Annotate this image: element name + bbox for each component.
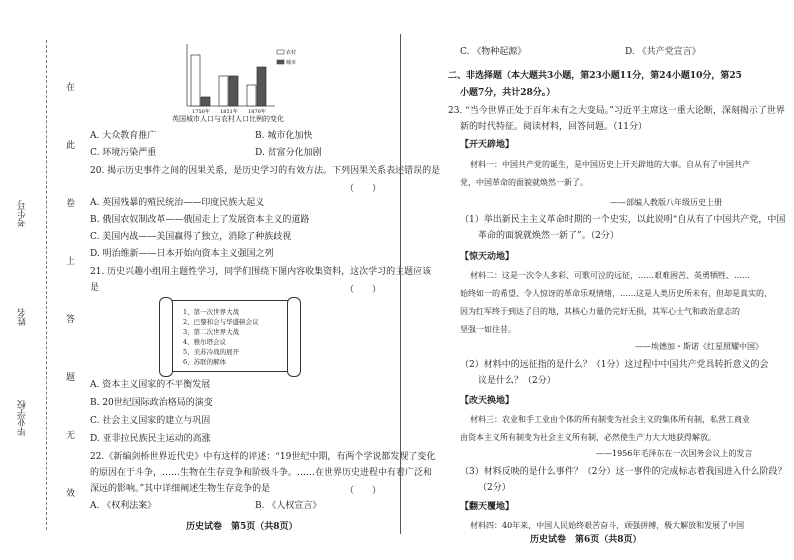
legend-swatch-urban	[277, 60, 284, 64]
chart-x-tick: 1870年	[248, 109, 266, 115]
material-text: 由资本主义所有制变为社会主义所有制，必然使生产力大大地获得解放。	[460, 433, 716, 442]
option: A. 《权利法案》	[90, 501, 157, 511]
chart-bar	[229, 76, 238, 106]
option: B. 俄国农奴制改革——俄国走上了发展资本主义的道路	[90, 215, 310, 225]
material-text: 材料四：40年来，中国人民始终艰苦奋斗，顽强拼搏，极大解放和发展了中国	[470, 521, 745, 530]
seal-char: 上	[66, 257, 76, 267]
option: D. 《共产党宣言》	[625, 47, 701, 57]
material-text: 材料三：农业和手工业由个体的所有制变为社会主义的集体所有制，私营工商业	[470, 415, 750, 424]
seal-char: 无	[66, 431, 76, 441]
field-label: 考生号	[18, 200, 28, 227]
material-source: ——部编人教版八年级历史上册	[610, 198, 722, 207]
section-tag: 【改天换地】	[460, 396, 515, 406]
material-source: ——1956年毛泽东在一次国务会议上的发言	[596, 449, 753, 458]
field-label: 毕业学校	[18, 400, 28, 436]
seal-char: 卷	[66, 199, 76, 209]
option: C. 社会主义国家的建立与巩固	[90, 416, 211, 426]
answer-paren: （ ）	[345, 486, 382, 496]
sub-question: （3）材料反映的是什么事件？（2分）这一事件的完成标志着我国进入什么阶段？	[460, 467, 787, 477]
material-text: 因为红军终于到达了目的地，其核心力量仍完好无损，其军心士气和政治意志的	[460, 307, 740, 316]
option: B. 《人权宣言》	[255, 501, 322, 511]
material-text: 党，中国革命的面貌就焕然一新了。	[460, 178, 588, 187]
seal-char: 答	[66, 315, 76, 325]
field-label: 姓名	[18, 308, 28, 326]
option: A. 大众教育推广	[90, 131, 157, 141]
seal-char: 此	[66, 141, 76, 151]
chart-bar	[219, 76, 228, 106]
column-divider	[400, 34, 401, 534]
option: B. 20世纪国际政治格局的演变	[90, 398, 213, 408]
scroll-item: 5、美苏冷战的展开	[183, 348, 240, 356]
page-footer: 历史试卷 第5页（共8页）	[186, 522, 298, 532]
scroll-roll-right	[287, 297, 301, 377]
scroll-item: 3、第二次世界大战	[183, 328, 240, 336]
option: C. 美国内战——美国赢得了独立，消除了种族歧视	[90, 232, 292, 242]
seal-char: 在	[66, 83, 76, 93]
option: D. 贫富分化加剧	[255, 148, 322, 158]
chart-bar	[191, 55, 200, 106]
material-source: ——埃德加・斯诺《红星照耀中国》	[635, 342, 763, 351]
legend-swatch-rural	[277, 50, 284, 54]
question-23: 23. “当今世界正处于百年未有之大变局。”习近平主席这一重大论断，深刻揭示了世界	[448, 106, 785, 116]
chart-x-tick: 1750年	[192, 109, 210, 115]
question-22-cont: 的原因在于斗争，……生物在生存竞争和阶级斗争。……在世界历史进程中有着广泛和	[90, 468, 433, 478]
chart-bar	[201, 97, 210, 106]
option: C. 《物种起源》	[460, 47, 527, 57]
question-23-cont: 新的时代特征。阅读材料，回答问题。（11分）	[460, 122, 647, 132]
answer-paren: （ ）	[345, 285, 382, 295]
question-20: 20. 揭示历史事件之间的因果关系，是历史学习的有效方法。下列因果关系表述错误的是	[90, 166, 441, 176]
chart-x-tick: 1851年	[220, 109, 238, 115]
section-heading: 二、非选择题（本大题共3小题，第23小题11分，第24小题10分，第25	[448, 71, 742, 81]
material-text: 坚强一如往昔。	[460, 325, 516, 334]
scroll-item: 6、苏联的解体	[183, 358, 227, 366]
sub-question: （1）举出新民主主义革命时期的一个史实，以此说明“自从有了中国共产党，中国	[460, 215, 786, 225]
field-name[interactable]	[4, 308, 34, 338]
seal-char: 题	[66, 373, 76, 383]
scroll-item: 2、巴黎和会与华盛顿会议	[183, 318, 259, 326]
scroll-figure	[166, 300, 294, 372]
question-22: 22.《新编剑桥世界近代史》中有这样的评述：“19世纪中期，有两个学说都发现了变化	[90, 452, 436, 462]
question-21: 21. 历史兴趣小组用主题性学习，同学们围绕下图内容收集资料，这次学习的主题应该	[90, 267, 432, 277]
option: C. 环境污染严重	[90, 148, 157, 158]
material-text: 材料二：这是一次令人多彩、可歌可泣的远征，……艰难困苦、英勇牺牲、……	[470, 271, 750, 280]
option: D. 明治维新——日本开始向资本主义强国之列	[90, 249, 274, 259]
binding-line	[46, 40, 47, 530]
legend-label: 农村	[286, 50, 297, 56]
chart-bar	[247, 85, 256, 106]
section-heading-cont: 小题7分，共计28分。）	[460, 88, 556, 98]
chart-bar	[257, 67, 266, 106]
material-text: 始终如一的希望、令人惊讶的革命乐观情绪，……这是人类历史所未有，但却是真实的，	[460, 289, 772, 298]
option: D. 亚非拉民族民主运动的高涨	[90, 434, 211, 444]
sub-question-cont: 革命的面貌就焕然一新了”。（2分）	[478, 231, 619, 241]
field-school[interactable]	[4, 400, 34, 450]
sub-question: （2）材料中的远征指的是什么？（1分）这过程中中国共产党具转折意义的会	[460, 360, 769, 370]
question-21-cont: 是	[90, 283, 100, 293]
sub-question-cont: 议是什么？（2分）	[478, 376, 556, 386]
scroll-item: 4、雅尔塔会议	[183, 338, 227, 346]
legend-label: 城市	[286, 60, 297, 66]
section-tag: 【翻天覆地】	[460, 502, 515, 512]
section-tag: 【开天辟地】	[460, 140, 515, 150]
sub-question-cont: （2分）	[478, 483, 511, 493]
field-student-id[interactable]	[4, 200, 34, 240]
option: B. 城市化加快	[255, 131, 313, 141]
question-22-cont: 深远的影响。”其中详细阐述生物生存竞争的是	[90, 484, 271, 494]
answer-paren: （ ）	[345, 184, 382, 194]
scroll-list	[183, 307, 259, 367]
seal-char: 效	[66, 489, 76, 499]
chart-caption: 英国城市人口与农村人口比例的变化	[172, 115, 284, 123]
page-footer: 历史试卷 第6页（共8页）	[530, 535, 642, 545]
option: A. 资本主义国家的不平衡发展	[90, 380, 211, 390]
scroll-item: 1、第一次世界大战	[183, 308, 240, 316]
section-tag: 【惊天动地】	[460, 252, 515, 262]
scroll-roll-left	[159, 297, 173, 377]
material-text: 材料一：中国共产党的诞生，是中国历史上开天辟地的大事。自从有了中国共产	[470, 160, 750, 169]
option: A. 英国残暴的殖民统治——印度民族大起义	[90, 198, 265, 208]
